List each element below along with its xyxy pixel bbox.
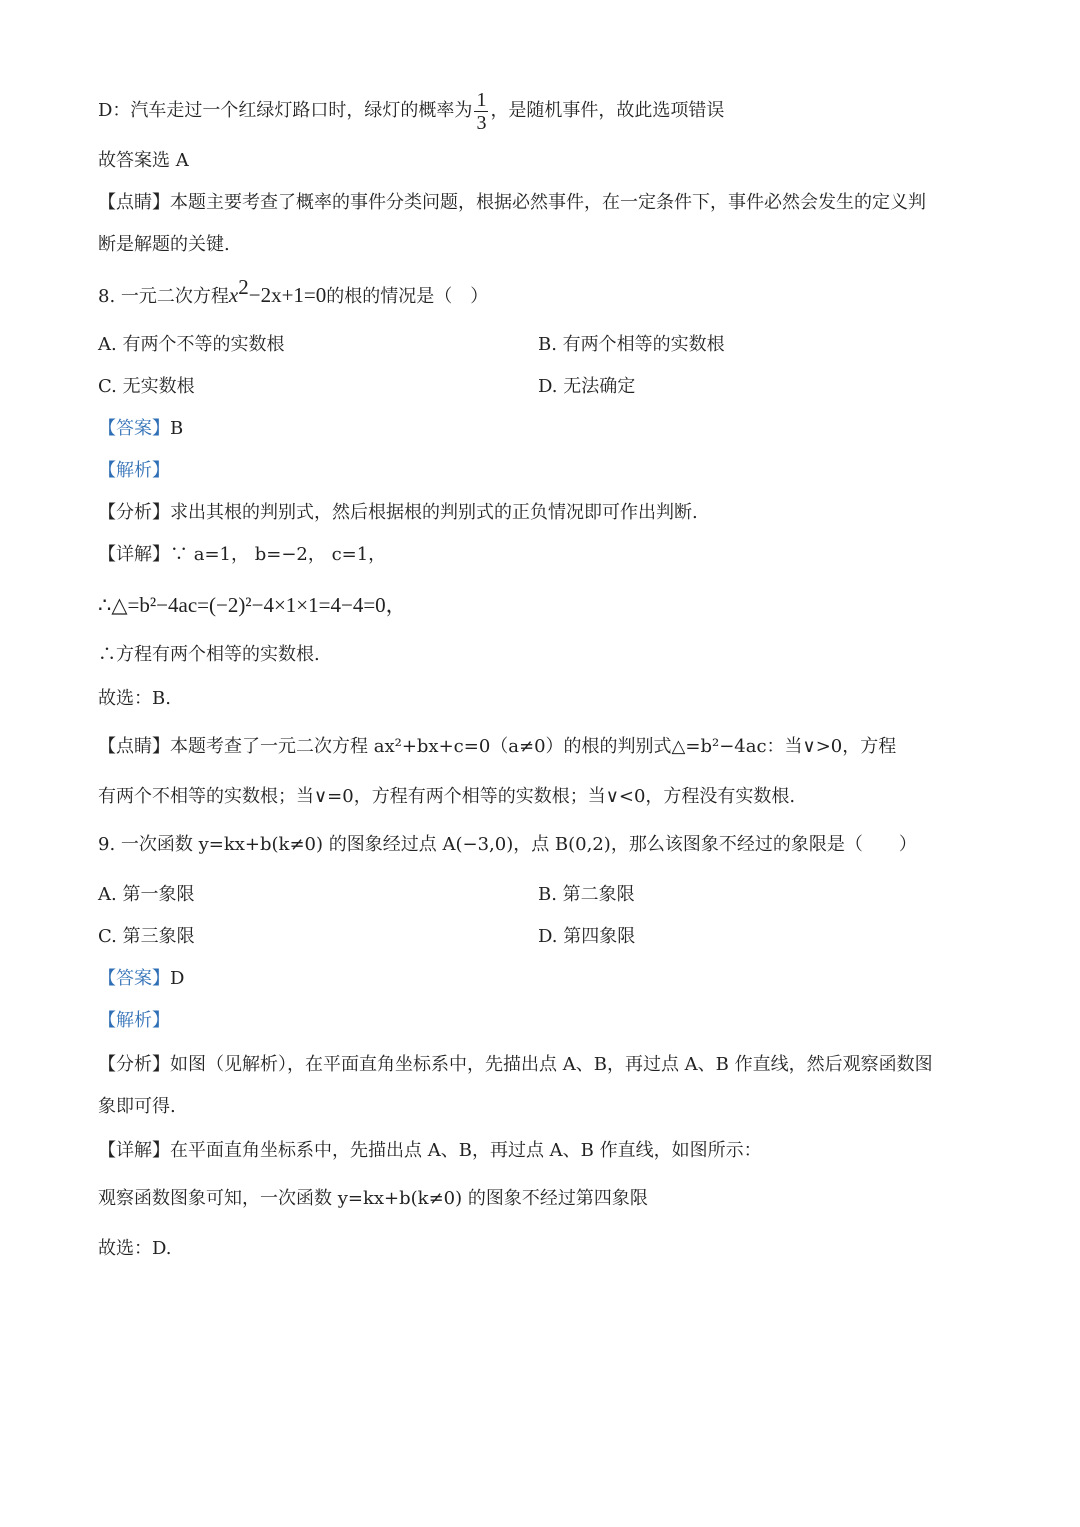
q7-option-d-text: D：汽车走过一个红绿灯路口时，绿灯的概率为	[98, 100, 473, 121]
q7-option-d	[98, 86, 724, 136]
q9-option-b: B. 第二象限	[538, 884, 635, 905]
q8-option-a: A. 有两个不等的实数根	[98, 334, 285, 355]
q9-observe: 观察函数图象可知，一次函数 y=kx+b(k≠0) 的图象不经过第四象限	[98, 1188, 648, 1209]
dianjing-text: 本题主要考查了概率的事件分类问题，根据必然事件，在一定条件下，事件必然会发生的定义判	[170, 192, 926, 213]
q8-equation: −2x+1=0	[248, 283, 327, 307]
q7-option-d-text-tail: ，是随机事件，故此选项错误	[490, 100, 725, 121]
q8-stem-tail: 的根的情况是（ ）	[326, 286, 489, 307]
xiangjie-tag: 【详解】	[98, 1140, 170, 1161]
exponent-2: 2	[238, 275, 249, 299]
q7-dianjing-line1	[98, 190, 926, 216]
q8-option-c: C. 无实数根	[98, 376, 195, 397]
variable-x: x	[228, 283, 239, 307]
q9-option-d: D. 第四象限	[538, 926, 636, 947]
answer-value: D	[170, 968, 185, 989]
dianjing-tag: 【点睛】	[98, 736, 170, 757]
q9-stem: 9. 一次函数 y=kx+b(k≠0) 的图象经过点 A(−3,0)，点 B(0,2)，那么该图象不经过的象限是（ ）	[98, 834, 917, 855]
fenxi-tag: 【分析】	[98, 1054, 170, 1075]
fraction-denominator: 3	[476, 111, 487, 134]
q8-dianjing-line1	[98, 734, 896, 760]
xiangjie-tag: 【详解】	[98, 544, 170, 565]
fenxi-tag: 【分析】	[98, 502, 170, 523]
fenxi-text: 求出其根的判别式，然后根据根的判别式的正负情况即可作出判断.	[170, 502, 698, 523]
answer-value: B	[170, 418, 184, 439]
q9-fenxi-line1	[98, 1052, 933, 1078]
q8-choice: 故选：B.	[98, 688, 171, 709]
q9-fenxi-line2: 象即可得.	[98, 1096, 176, 1117]
q9-answer	[98, 966, 184, 992]
q8-option-d: D. 无法确定	[538, 376, 636, 397]
q8-answer	[98, 416, 183, 442]
fraction-numerator: 1	[476, 88, 487, 111]
q8-calc-line: ∴△=b²−4ac=(−2)²−4×1×1=4−4=0，	[98, 593, 407, 617]
answer-tag: 【答案】	[98, 418, 170, 439]
xiangjie-text: 在平面直角坐标系中，先描出点 A、B，再过点 A、B 作直线，如图所示：	[170, 1140, 762, 1161]
q9-choice: 故选：D.	[98, 1238, 172, 1259]
dianjing-tag: 【点睛】	[98, 192, 170, 213]
q8-jiexi-tag: 【解析】	[98, 460, 170, 481]
answer-tag: 【答案】	[98, 968, 170, 989]
q9-xiangjie	[98, 1138, 762, 1164]
q9-option-c: C. 第三象限	[98, 926, 195, 947]
q8-conclusion: ∴方程有两个相等的实数根.	[98, 644, 320, 665]
q9-jiexi-tag: 【解析】	[98, 1010, 170, 1031]
xiangjie-text: ∵ a=1， b=−2， c=1，	[170, 544, 387, 565]
fenxi-text: 如图（见解析），在平面直角坐标系中，先描出点 A、B，再过点 A、B 作直线，然后观察函数图	[170, 1054, 933, 1075]
q9-option-a: A. 第一象限	[98, 884, 195, 905]
q7-answer-line: 故答案选 A	[98, 150, 189, 171]
q7-dianjing-line2: 断是解题的关键.	[98, 234, 230, 255]
q8-option-b: B. 有两个相等的实数根	[538, 334, 725, 355]
q8-stem-text: 8. 一元二次方程	[98, 286, 229, 307]
q8-xiangjie	[98, 542, 386, 568]
q8-fenxi	[98, 500, 698, 526]
q8-stem	[98, 275, 489, 310]
q8-dianjing-line2: 有两个不相等的实数根；当∨=0，方程有两个相等的实数根；当∨<0，方程没有实数根.	[98, 786, 796, 807]
dianjing-text: 本题考查了一元二次方程 ax²+bx+c=0（a≠0）的根的判别式△=b²−4ac：当∨>0，方程	[170, 736, 897, 757]
fraction-one-third	[474, 89, 488, 134]
